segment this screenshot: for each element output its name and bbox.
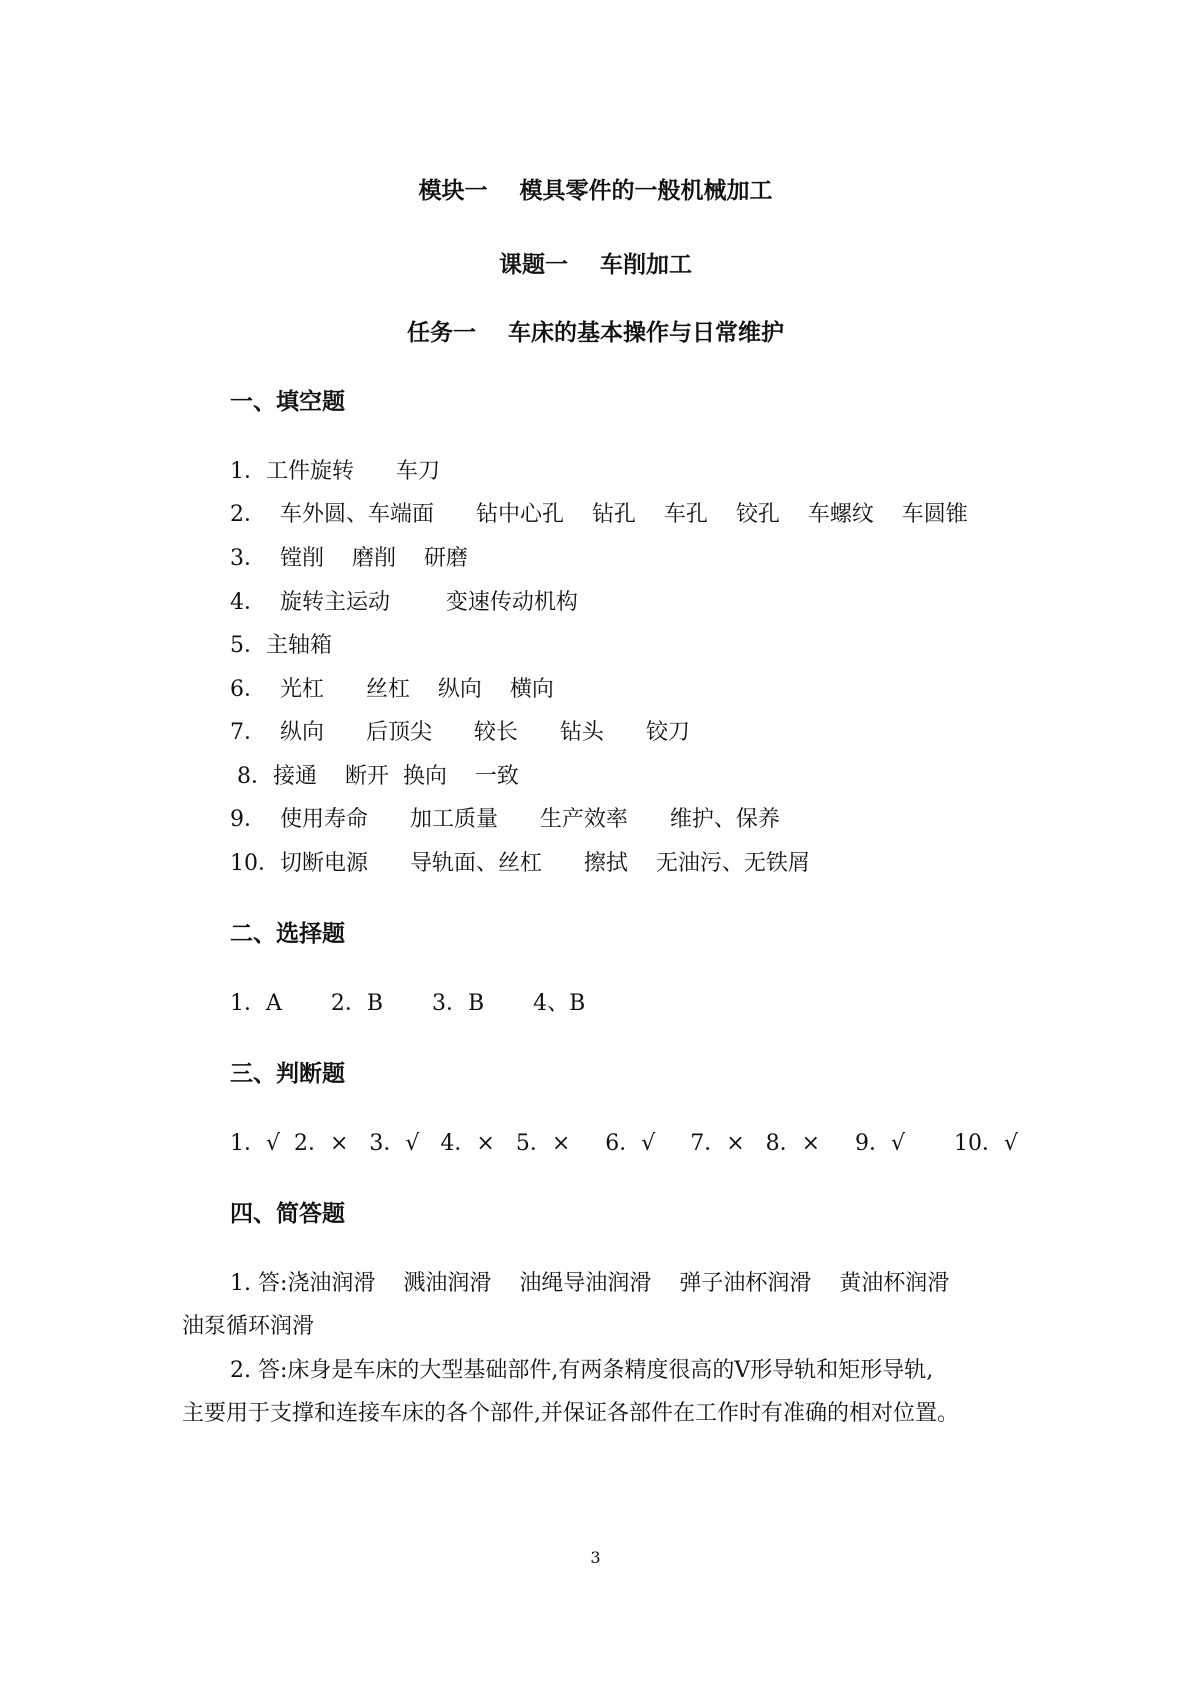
fill-in-answer-8: 8．接通 断开 换向 一致 xyxy=(230,764,519,789)
task-title: 任务一 车床的基本操作与日常维护 xyxy=(406,319,785,346)
short-answer-heading: 四、简答题 xyxy=(230,1200,345,1227)
fill-in-answer-4: 4． 旋转主运动 变速传动机构 xyxy=(230,590,578,615)
choice-heading: 二、选择题 xyxy=(230,920,345,947)
topic-title: 课题一 车削加工 xyxy=(498,251,693,278)
fill-in-answer-7: 7． 纵向 后顶尖 较长 钻头 铰刀 xyxy=(230,720,690,745)
judge-answers: 1．√ 2．× 3．√ 4．× 5．× 6．√ 7．× 8．× 9．√ 10．√ xyxy=(230,1131,1018,1156)
fill-in-answer-2: 2． 车外圆、车端面 钻中心孔 钻孔 车孔 铰孔 车螺纹 车圆锥 xyxy=(230,502,968,527)
fill-in-answer-3: 3． 镗削 磨削 研磨 xyxy=(230,546,468,571)
short-answer-1-line-1: 1. 答:浇油润滑 溅油润滑 油绳导油润滑 弹子油杯润滑 黄油杯润滑 xyxy=(230,1271,950,1296)
judge-heading: 三、判断题 xyxy=(230,1060,345,1087)
fill-in-answer-6: 6． 光杠 丝杠 纵向 横向 xyxy=(230,677,554,702)
module-title: 模块一 模具零件的一般机械加工 xyxy=(418,177,773,204)
choice-answers: 1．A 2．B 3．B 4、B xyxy=(230,991,586,1016)
short-answer-1-line-2: 油泵循环润滑 xyxy=(182,1314,315,1339)
fill-in-answer-5: 5．主轴箱 xyxy=(230,633,332,658)
fill-in-answer-10: 10．切断电源 导轨面、丝杠 擦拭 无油污、无铁屑 xyxy=(230,851,810,876)
short-answer-2-line-1: 2. 答:床身是车床的大型基础部件,有两条精度很高的V形导轨和矩形导轨, xyxy=(230,1358,934,1383)
fill-in-answer-9: 9． 使用寿命 加工质量 生产效率 维护、保养 xyxy=(230,807,780,832)
short-answer-2-line-2: 主要用于支撑和连接车床的各个部件,并保证各部件在工作时有准确的相对位置。 xyxy=(182,1401,959,1426)
fill-in-answer-1: 1．工件旋转 车刀 xyxy=(230,459,440,484)
fill-in-heading: 一、填空题 xyxy=(230,388,345,415)
page-number: 3 xyxy=(590,1548,601,1567)
